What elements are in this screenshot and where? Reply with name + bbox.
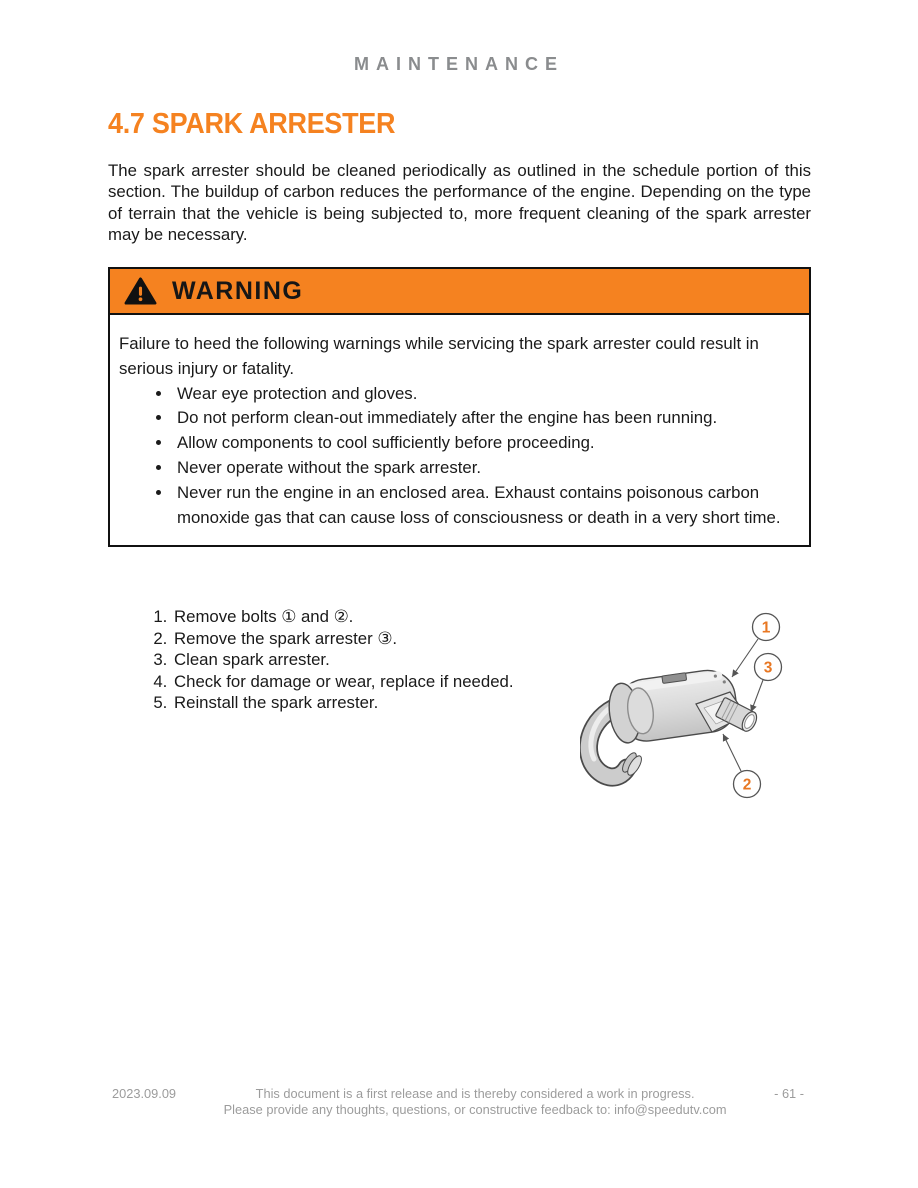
spark-arrester-diagram xyxy=(580,605,812,805)
callout-3 xyxy=(755,654,782,681)
warning-list xyxy=(119,382,799,531)
warning-list-item: • Allow components to cool sufficiently before proceeding. xyxy=(173,431,799,456)
warning-body xyxy=(110,315,809,545)
warning-box xyxy=(108,267,811,547)
callout-2 xyxy=(734,771,761,798)
callout-1 xyxy=(753,614,780,641)
step-item: 5. Reinstall the spark arrester. xyxy=(172,692,588,714)
warning-list-item: • Never operate without the spark arrester. xyxy=(173,456,799,481)
warning-list-item: • Never run the engine in an enclosed area. Exhaust contains poisonous carbon monoxide gas that can cause loss of consciousness or death in a very short time. xyxy=(173,481,799,531)
warning-triangle-icon xyxy=(124,277,157,306)
warning-list-item: • Do not perform clean-out immediately after the engine has been running. xyxy=(173,406,799,431)
steps-list xyxy=(108,606,588,714)
warning-lead: Failure to heed the following warnings while servicing the spark arrester could result in serious injury or fatality. xyxy=(119,334,759,378)
page-footer xyxy=(112,1086,804,1117)
callout-3-label: 3 xyxy=(763,659,773,677)
leader-line-2 xyxy=(723,734,741,771)
footer-note xyxy=(176,1086,774,1117)
footer-page-number: - 61 - xyxy=(774,1086,804,1101)
step-item: 4. Check for damage or wear, replace if needed. xyxy=(172,671,588,693)
spark-arrester-figure xyxy=(580,605,812,805)
section-title: 4.7 SPARK ARRESTER xyxy=(108,108,396,140)
warning-list-item: • Wear eye protection and gloves. xyxy=(173,382,799,407)
step-item: 3. Clean spark arrester. xyxy=(172,649,588,671)
footer-date: 2023.09.09 xyxy=(112,1086,177,1101)
intro-paragraph: The spark arrester should be cleaned periodically as outlined in the schedule portion of this section. The buildup of carbon reduces the performance of the engine. Depending on the type of terrain that the vehicle is being subjected to, more frequent cleaning of the spark arrester may be necessary. xyxy=(108,161,811,245)
running-header: MAINTENANCE xyxy=(354,54,564,74)
warning-title: WARNING xyxy=(172,276,304,305)
step-item: 2. Remove the spark arrester ③. xyxy=(172,628,588,650)
leader-line-1 xyxy=(732,639,758,677)
leader-line-3 xyxy=(751,680,763,712)
step-item: 1. Remove bolts ① and ②. xyxy=(172,606,588,628)
callout-2-label: 2 xyxy=(742,776,752,794)
footer-note-line1: This document is a first release and is thereby considered a work in progress. xyxy=(255,1086,695,1101)
footer-note-line2: Please provide any thoughts, questions, or constructive feedback to: info@speedutv.com xyxy=(223,1101,727,1117)
warning-header xyxy=(110,269,809,315)
callout-1-label: 1 xyxy=(761,619,771,637)
